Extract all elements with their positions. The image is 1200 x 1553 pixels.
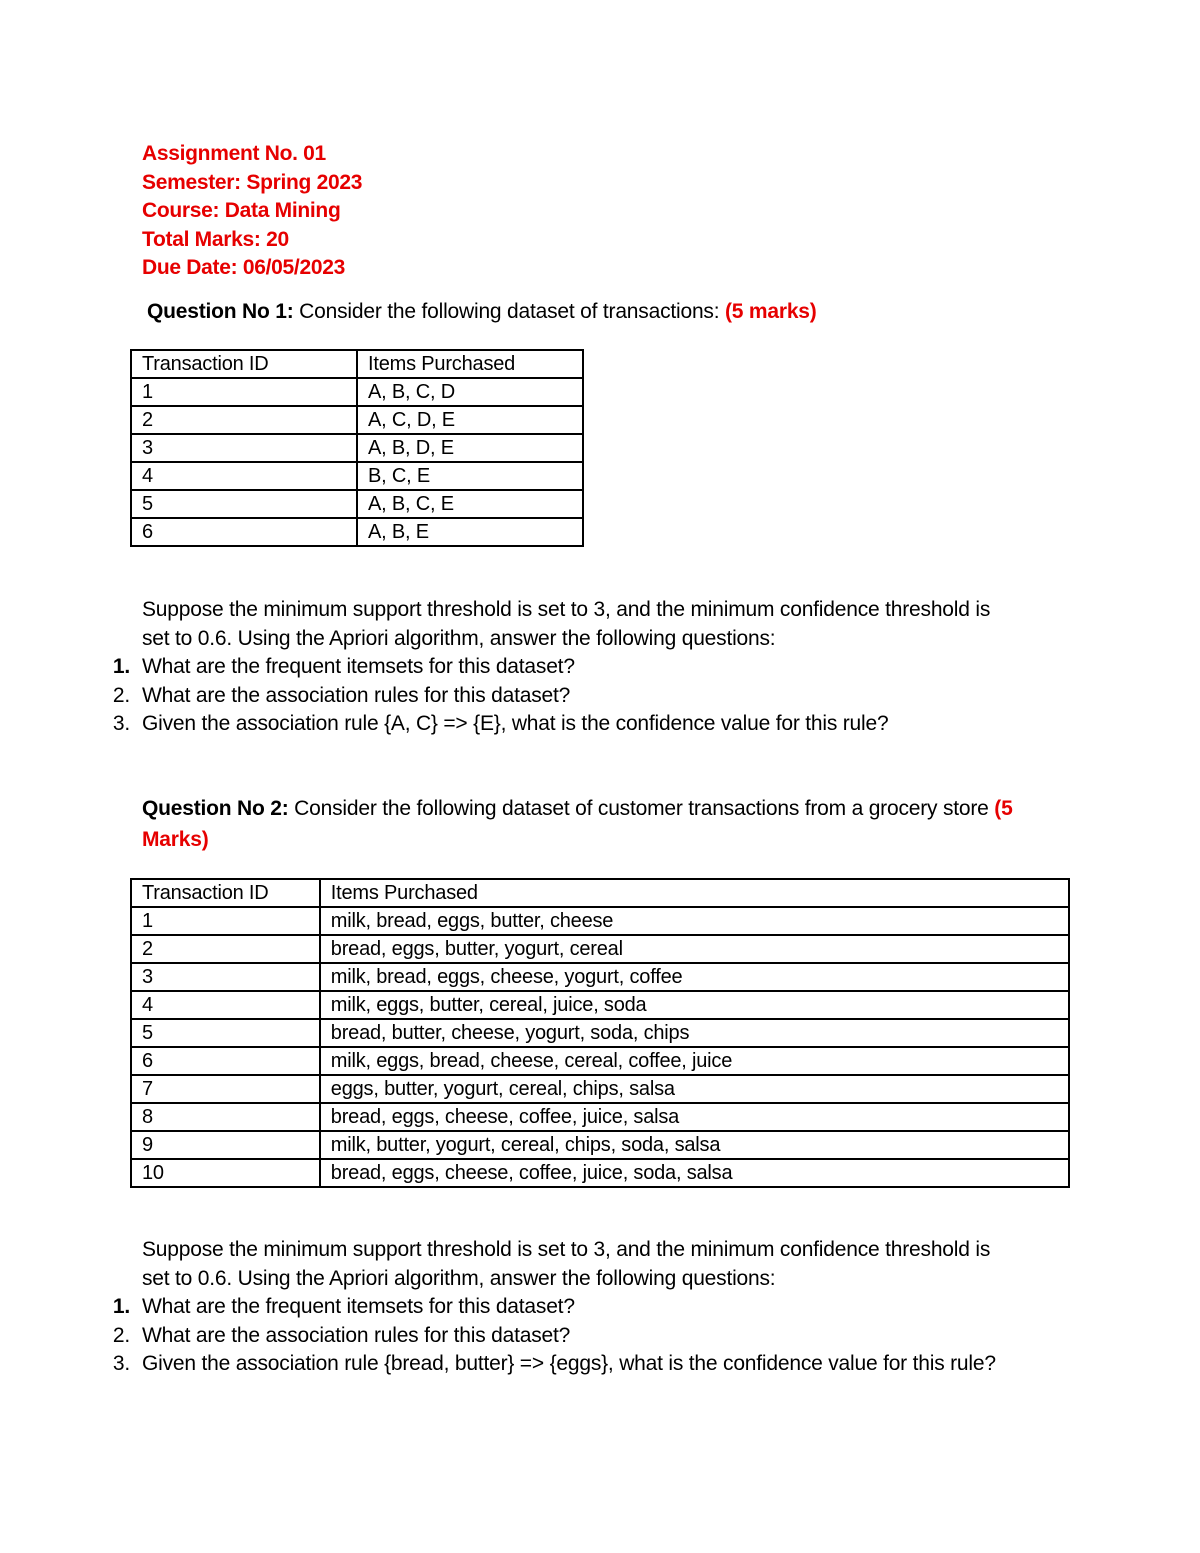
list-number: 1. [112, 655, 130, 678]
total-marks: Total Marks: 20 [142, 227, 289, 251]
paragraph-line: set to 0.6. Using the Apriori algorithm, answer the following questions: [142, 626, 776, 650]
assignment-number: Assignment No. 01 [142, 142, 326, 165]
items-purchased-cell: milk, eggs, bread, cheese, cereal, coffee, juice [320, 1047, 1069, 1075]
items-purchased-cell: B, C, E [357, 462, 583, 490]
items-purchased-cell: bread, eggs, cheese, coffee, juice, soda, salsa [320, 1159, 1069, 1187]
list-number: 3. [112, 1352, 130, 1375]
question-1-label: Question No 1: [147, 300, 294, 323]
transaction-id-cell: 3 [131, 963, 320, 991]
table-header-cell: Transaction ID [131, 879, 320, 907]
transaction-id-cell: 6 [131, 1047, 320, 1075]
table-header-cell: Items Purchased [357, 350, 583, 378]
table-row [131, 907, 1069, 935]
transaction-id-cell: 5 [131, 490, 357, 518]
table-row [131, 1075, 1069, 1103]
question-1-list [0, 653, 1200, 739]
transaction-id-cell: 10 [131, 1159, 320, 1187]
question-1-text: Consider the following dataset of transactions: [293, 300, 725, 323]
transaction-id-cell: 5 [131, 1019, 320, 1047]
table-row [131, 1019, 1069, 1047]
transaction-id-cell: 8 [131, 1103, 320, 1131]
list-item [0, 1322, 1200, 1351]
list-text: What are the frequent itemsets for this dataset? [142, 655, 575, 678]
paragraph-line: set to 0.6. Using the Apriori algorithm, answer the following questions: [142, 1266, 776, 1290]
transaction-id-cell: 4 [131, 991, 320, 1019]
list-number: 2. [112, 683, 130, 707]
list-text: What are the association rules for this dataset? [142, 683, 571, 707]
items-purchased-cell: milk, eggs, butter, cereal, juice, soda [320, 991, 1069, 1019]
list-text: Given the association rule {bread, butter} => {eggs}, what is the confidence value for this rule? [142, 1352, 996, 1375]
table-row [131, 462, 583, 490]
transaction-id-cell: 2 [131, 406, 357, 434]
items-purchased-cell: bread, eggs, butter, yogurt, cereal [320, 935, 1069, 963]
table-row [131, 518, 583, 546]
question-2-marks-end: Marks) [142, 828, 209, 851]
question-2-paragraph [142, 1236, 990, 1293]
list-number: 2. [112, 1323, 130, 1347]
paragraph-line: Suppose the minimum support threshold is set to 3, and the minimum confidence threshold is [142, 1238, 991, 1261]
list-number: 1. [112, 1295, 130, 1318]
table-row [131, 991, 1069, 1019]
items-purchased-cell: A, C, D, E [357, 406, 583, 434]
transaction-id-cell: 2 [131, 935, 320, 963]
transaction-id-cell: 3 [131, 434, 357, 462]
items-purchased-cell: eggs, butter, yogurt, cereal, chips, salsa [320, 1075, 1069, 1103]
list-item [0, 710, 1200, 739]
table-row [131, 1159, 1069, 1187]
transaction-id-cell: 7 [131, 1075, 320, 1103]
question-2-heading [142, 793, 1072, 855]
table-header-cell: Transaction ID [131, 350, 357, 378]
question-1-heading [147, 296, 817, 327]
question-1-table [130, 349, 584, 547]
items-purchased-cell: A, B, D, E [357, 434, 583, 462]
paragraph-line: Suppose the minimum support threshold is set to 3, and the minimum confidence threshold is [142, 598, 991, 621]
question-2-text: Consider the following dataset of customer transactions from a grocery store [288, 797, 995, 820]
items-purchased-cell: A, B, C, D [357, 378, 583, 406]
table-header-row [131, 879, 1069, 907]
list-item [0, 653, 1200, 682]
items-purchased-cell: A, B, E [357, 518, 583, 546]
due-date: Due Date: 06/05/2023 [142, 256, 345, 279]
items-purchased-cell: milk, bread, eggs, butter, cheese [320, 907, 1069, 935]
table-row [131, 1047, 1069, 1075]
table-row [131, 490, 583, 518]
items-purchased-cell: bread, butter, cheese, yogurt, soda, chips [320, 1019, 1069, 1047]
list-text: What are the association rules for this dataset? [142, 1323, 571, 1347]
list-item [0, 1293, 1200, 1322]
transaction-id-cell: 4 [131, 462, 357, 490]
table-row [131, 1131, 1069, 1159]
question-1-paragraph [142, 596, 990, 653]
transaction-id-cell: 1 [131, 907, 320, 935]
table-row [131, 406, 583, 434]
question-2-list [0, 1293, 1200, 1379]
table-header-cell: Items Purchased [320, 879, 1069, 907]
table-row [131, 963, 1069, 991]
table-header-row [131, 350, 583, 378]
course: Course: Data Mining [142, 199, 341, 222]
question-2-label: Question No 2: [142, 797, 289, 820]
items-purchased-cell: milk, bread, eggs, cheese, yogurt, coffee [320, 963, 1069, 991]
assignment-header [142, 140, 362, 283]
list-number: 3. [112, 712, 130, 735]
question-1-marks: (5 marks) [725, 300, 817, 323]
transaction-id-cell: 1 [131, 378, 357, 406]
transaction-id-cell: 6 [131, 518, 357, 546]
items-purchased-cell: A, B, C, E [357, 490, 583, 518]
semester: Semester: Spring 2023 [142, 170, 363, 194]
list-item [0, 682, 1200, 711]
list-item [0, 1350, 1200, 1379]
table-row [131, 434, 583, 462]
table-row [131, 378, 583, 406]
list-text: Given the association rule {A, C} => {E}, what is the confidence value for this rule? [142, 712, 889, 735]
transaction-id-cell: 9 [131, 1131, 320, 1159]
question-2-table [130, 878, 1070, 1188]
items-purchased-cell: bread, eggs, cheese, coffee, juice, salsa [320, 1103, 1069, 1131]
items-purchased-cell: milk, butter, yogurt, cereal, chips, soda, salsa [320, 1131, 1069, 1159]
question-2-marks-start: (5 [994, 797, 1013, 820]
list-text: What are the frequent itemsets for this dataset? [142, 1295, 575, 1318]
table-row [131, 935, 1069, 963]
table-row [131, 1103, 1069, 1131]
